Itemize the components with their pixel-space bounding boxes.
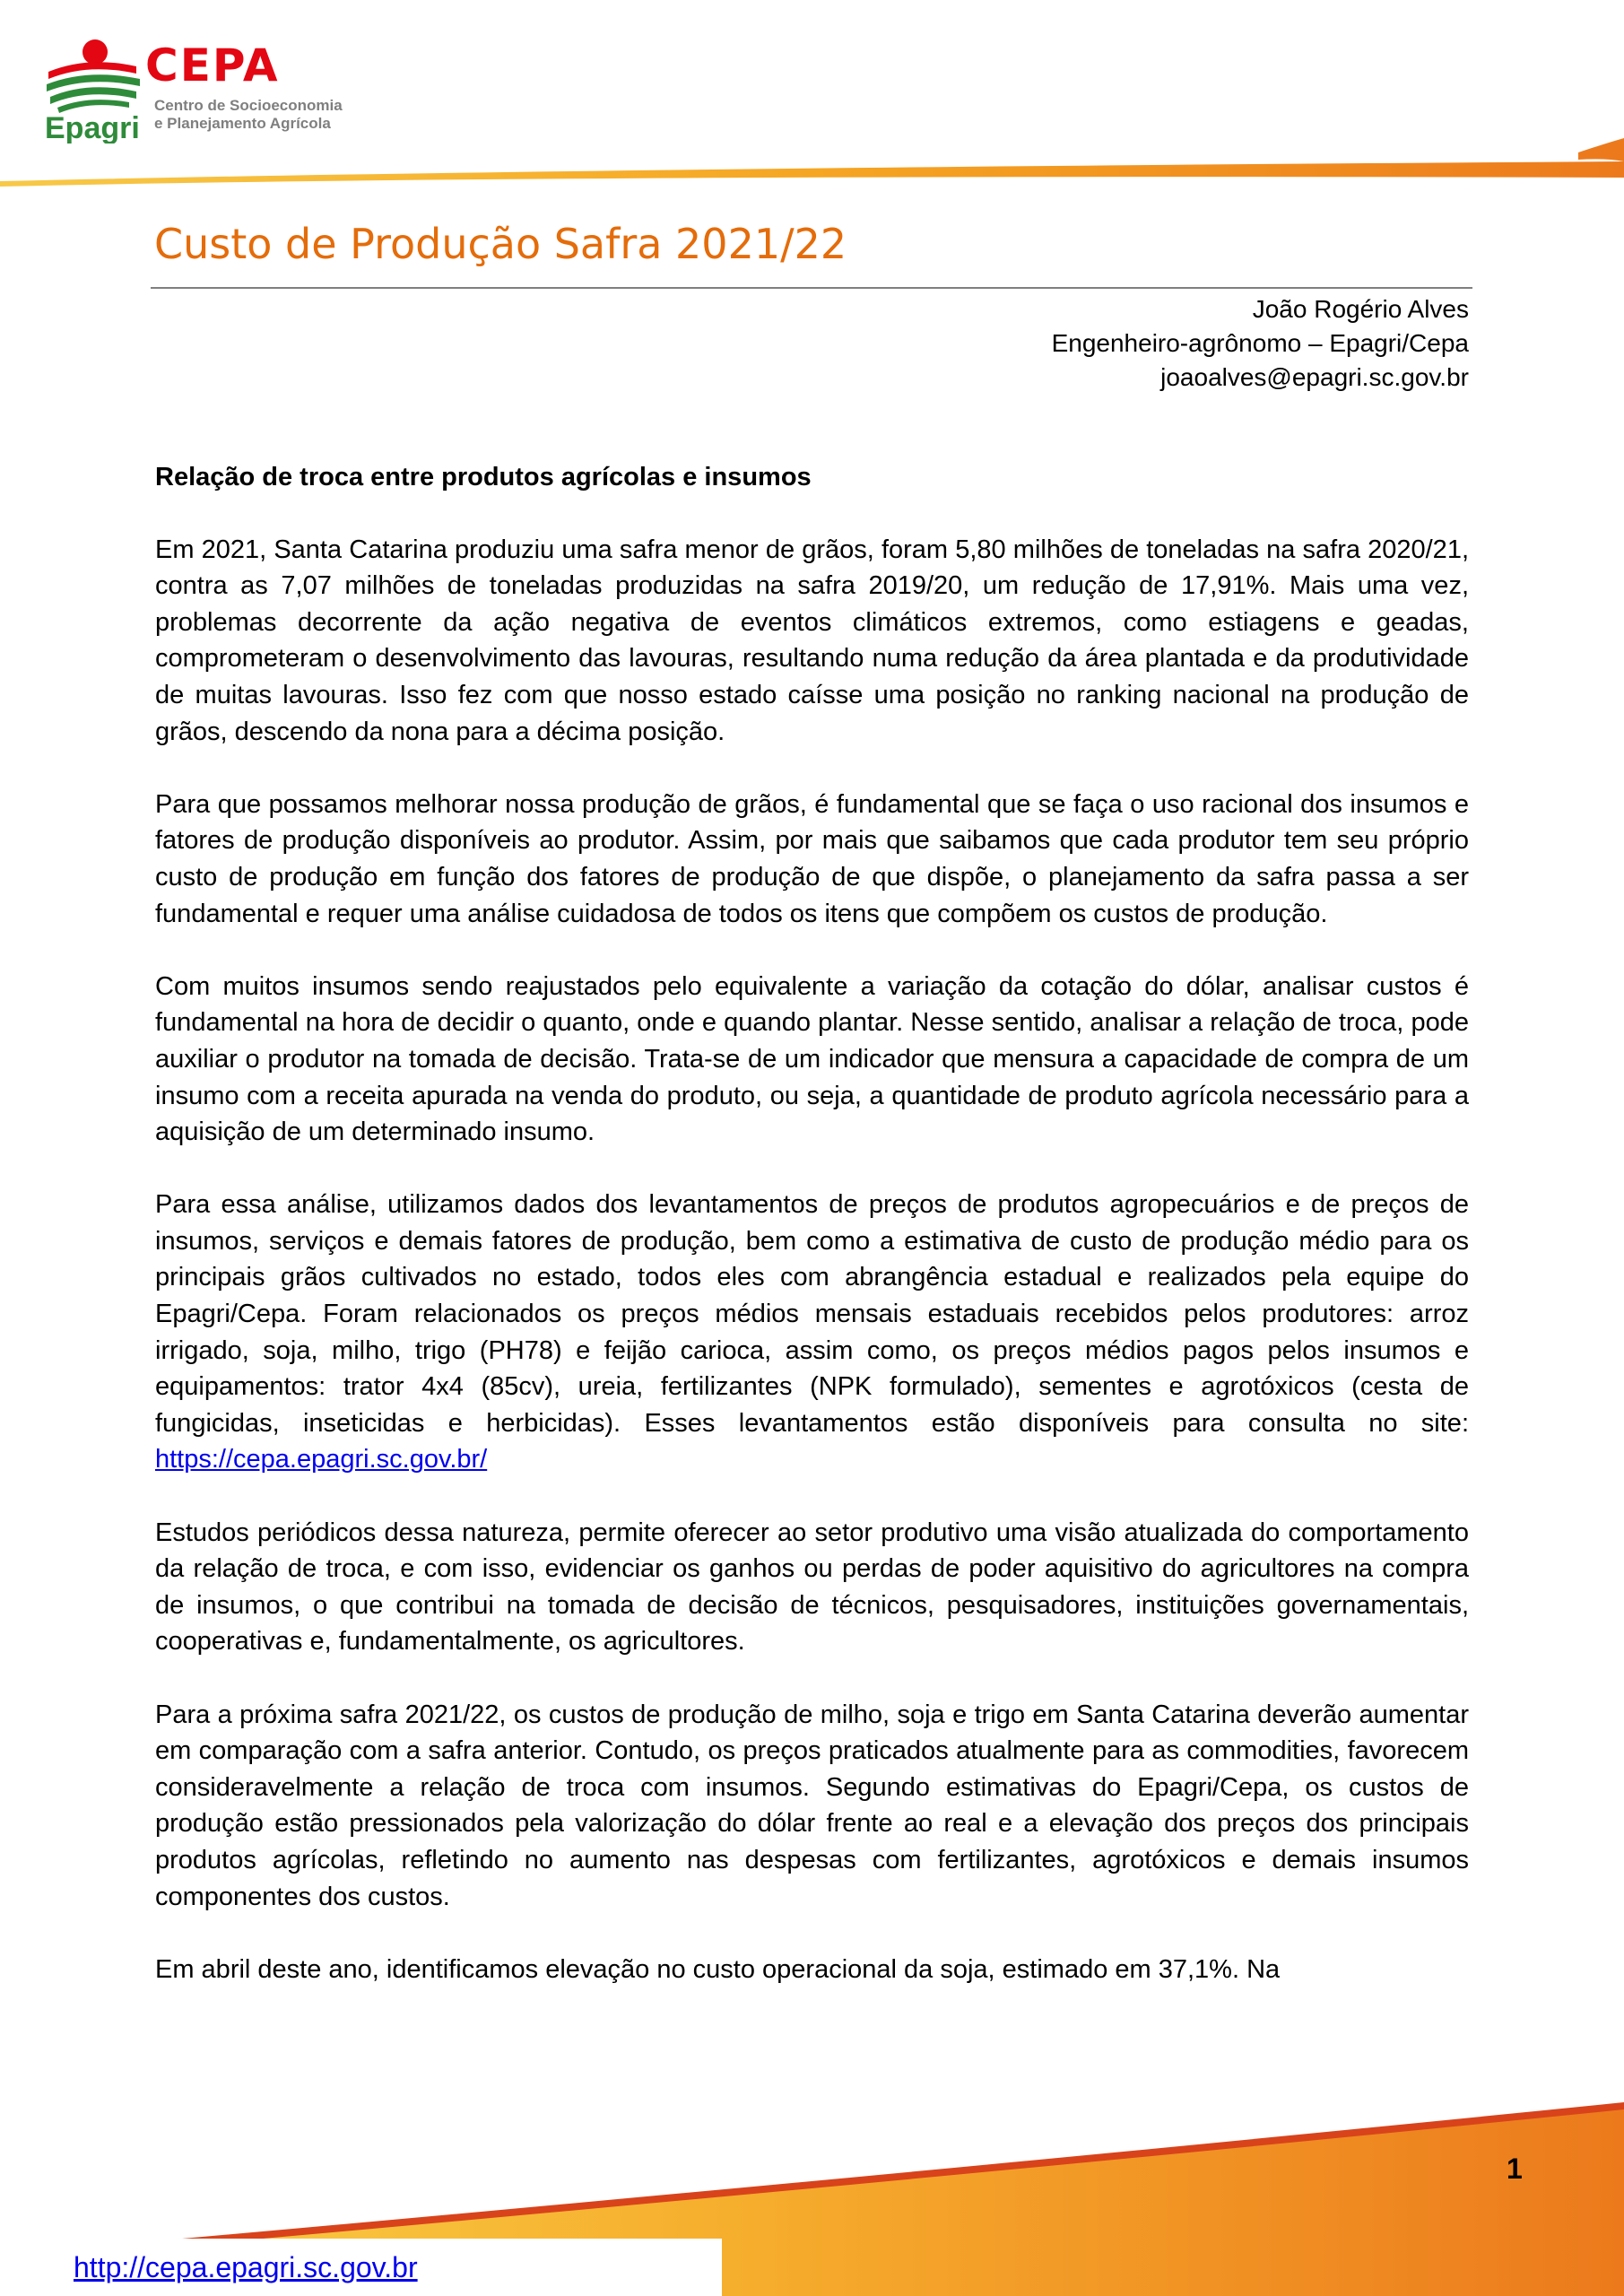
cepa-site-link[interactable]: https://cepa.epagri.sc.gov.br/ (155, 1445, 488, 1474)
paragraph-2: Para que possamos melhorar nossa produção de grãos, é fundamental que se faça o uso racional dos insumos e fatores de produção disponíveis ao produtor. Assim, por mais que saibamos que cada produtor tem seu próprio custo de produção em função dos fatores de produção de que dispõe, o planejamento da safra passa a ser fundamental e requer uma análise cuidadosa de todos os itens que compõem os custos de produção. (155, 789, 1469, 928)
paragraph-4-text: Para essa análise, utilizamos dados dos levantamentos de preços de produtos agropecuários e de preços de insumos, serviços e demais fatores de produção, bem como a estimativa de custo de produção médio para os principais grãos cultivados no estado, todos eles com abrangência estadual e realizados pela equipe do Epagri/Cepa. Foram relacionados os preços médios mensais estaduais recebidos pelos produtores: arroz irrigado, soja, milho, trigo (PH78) e feijão carioca, assim como, os preços médios pagos pelos insumos e equipamentos: trator 4x4 (85cv), ureia, fertilizantes (NPK formulado), sementes e agrotóxicos (cesta de fungicidas, inseticidas e herbicidas). Esses levantamentos estão disponíveis para consulta no site: (155, 1190, 1469, 1438)
paragraph-1: Em 2021, Santa Catarina produziu uma safra menor de grãos, foram 5,80 milhões de toneladas na safra 2020/21, contra as 7,07 milhões de toneladas produzidas na safra 2019/20, um redução de 17,91%. Mais uma vez, problemas decorrente da ação negativa de eventos climáticos extremos, como estiagens e geadas, comprometeram o desenvolvimento das lavouras, resultando numa redução da área plantada e da produtividade de muitas lavouras. Isso fez com que nosso estado caísse uma posição no ranking nacional na produção de grãos, descendo da nona para a décima posição. (155, 535, 1469, 746)
paragraph-3: Com muitos insumos sendo reajustados pelo equivalente a variação da cotação do dólar, analisar custos é fundamental na hora de decidir o quanto, onde e quando plantar. Nesse sentido, analisar a relação de troca, pode auxiliar o produtor na tomada de decisão. Trata-se de um indicador que mensura a capacidade de compra de um insumo com a receita apurada na venda do produto, ou seja, a quantidade de produto agrícola necessário para a aquisição de um determinado insumo. (155, 971, 1469, 1147)
paragraph-5: Estudos periódicos dessa natureza, permite oferecer ao setor produtivo uma visão atualizada do comportamento da relação de troca, e com isso, evidenciar os ganhos ou perdas de poder aquisitivo do agricultores na compra de insumos, o que contribui na tomada de decisão de técnicos, pesquisadores, instituições governamentais, cooperativas e, fundamentalmente, os agricultores. (155, 1518, 1469, 1657)
section-heading: Relação de troca entre produtos agrícolas e insumos (155, 463, 812, 491)
logo-subtitle-line2: e Planejamento Agrícola (154, 115, 331, 132)
document-body (155, 459, 1469, 1987)
author-role: Engenheiro-agrônomo – Epagri/Cepa (1051, 329, 1469, 357)
paragraph-4 (155, 1187, 1469, 1478)
logo-sun-shape (83, 39, 108, 65)
paragraph-7: Em abril deste ano, identificamos elevação no custo operacional da soja, estimado em 37,1%. Na (155, 1954, 1281, 1984)
logo-brand-text: CEPA (145, 39, 280, 91)
header-swoosh (0, 135, 1624, 188)
page-number: 1 (1507, 2152, 1523, 2185)
author-email: joaoalves@epagri.sc.gov.br (1160, 363, 1469, 391)
paragraph-6: Para a próxima safra 2021/22, os custos de produção de milho, soja e trigo em Santa Catarina deverão aumentar em comparação com a safra anterior. Contudo, os preços praticados atualmente para as commodities, favorecem consideravelmente a relação de troca com insumos. Segundo estimativas do Epagri/Cepa, os custos de produção estão pressionados pela valorização do dólar frente ao real e a elevação dos preços dos principais produtos agrícolas, refletindo no aumento nas despesas com fertilizantes, agrotóxicos e demais insumos componentes dos custos. (155, 1700, 1469, 1911)
document-title: Custo de Produção Safra 2021/22 (154, 220, 847, 268)
logo-subtitle-line1: Centro de Socioeconomia (154, 97, 343, 114)
author-block (1052, 292, 1469, 395)
logo-org-text: Epagri (45, 111, 140, 144)
footer-url-link[interactable]: http://cepa.epagri.sc.gov.br (74, 2251, 418, 2283)
title-divider (151, 287, 1472, 289)
author-name: João Rogério Alves (1252, 295, 1469, 323)
cepa-epagri-logo (43, 36, 384, 144)
